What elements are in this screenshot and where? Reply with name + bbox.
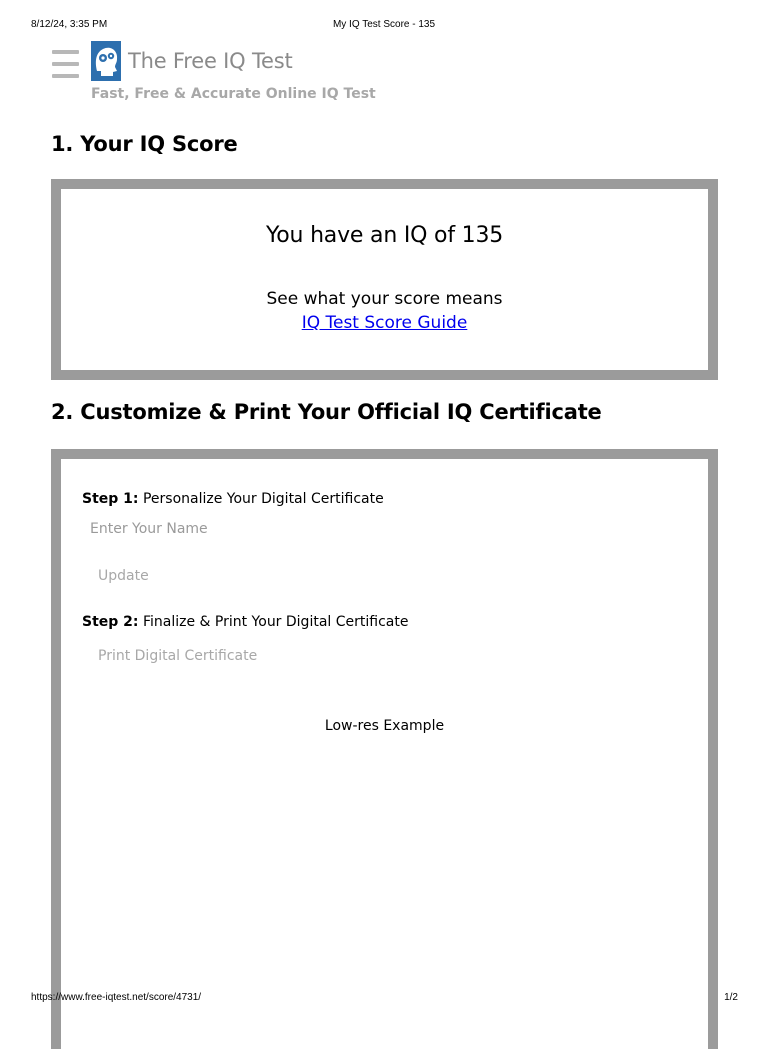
iq-score-box xyxy=(51,179,718,380)
step-1-label: Step 1: xyxy=(82,491,139,507)
print-page-title: My IQ Test Score - 135 xyxy=(332,19,436,30)
hamburger-menu-icon[interactable] xyxy=(52,50,79,78)
print-page-number: 1/2 xyxy=(724,992,738,1003)
step-2-label: Step 2: xyxy=(82,614,139,630)
site-tagline: Fast, Free & Accurate Online IQ Test xyxy=(91,86,376,102)
update-button[interactable]: Update xyxy=(90,563,149,589)
print-url: https://www.free-iqtest.net/score/4731/ xyxy=(31,992,202,1003)
step-2-text: Finalize & Print Your Digital Certificate xyxy=(138,614,409,630)
score-means-text: See what your score means xyxy=(266,289,503,309)
low-res-example-caption: Low-res Example xyxy=(324,718,445,734)
print-footer xyxy=(0,992,768,1006)
step-1-line xyxy=(82,491,384,507)
iq-score-text: You have an IQ of 135 xyxy=(265,223,504,248)
certificate-box xyxy=(51,449,718,1049)
site-name[interactable]: The Free IQ Test xyxy=(128,49,293,73)
print-datetime: 8/12/24, 3:35 PM xyxy=(31,19,108,30)
name-input[interactable] xyxy=(82,514,390,544)
step-2-line xyxy=(82,614,408,630)
step-1-text: Personalize Your Digital Certificate xyxy=(138,491,384,507)
score-guide-wrapper xyxy=(61,313,708,333)
print-certificate-button[interactable]: Print Digital Certificate xyxy=(90,643,257,669)
score-guide-link[interactable]: IQ Test Score Guide xyxy=(301,313,468,333)
print-header xyxy=(0,19,768,33)
head-with-gears-icon[interactable] xyxy=(91,41,121,81)
section-heading-certificate: 2. Customize & Print Your Official IQ Certificate xyxy=(51,400,602,424)
section-heading-iq-score: 1. Your IQ Score xyxy=(51,132,238,156)
